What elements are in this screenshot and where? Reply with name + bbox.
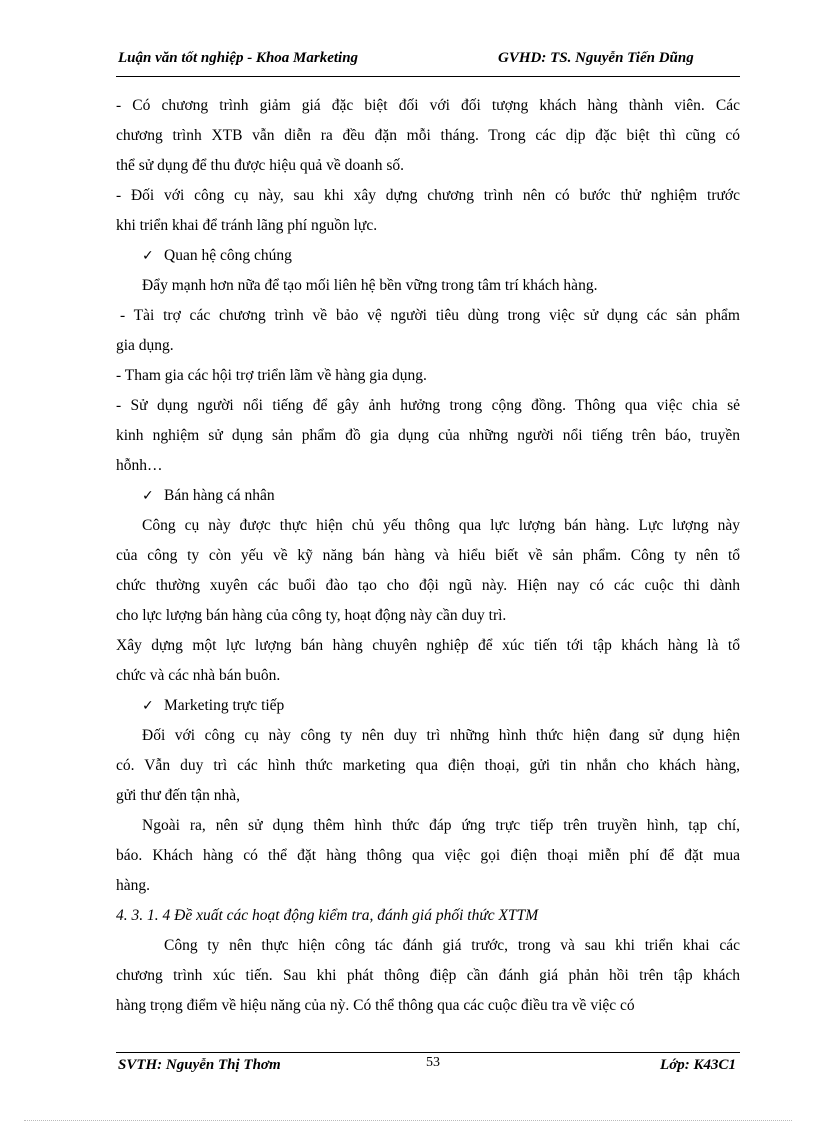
line-text: thể sử dụng để thu được hiệu quả về doanh số. xyxy=(116,157,405,174)
line-text: - Đối với công cụ này, sau khi xây dựng chương trình nên có bước thử nghiệm trước xyxy=(116,187,740,204)
paragraph-line xyxy=(116,125,740,155)
section-heading xyxy=(116,905,740,935)
line-text: hỗnh… xyxy=(116,457,163,474)
line-text: Marketing trực tiếp xyxy=(164,697,285,714)
line-text: Đối với công cụ này công ty nên duy trì những hình thức hiện đang sử dụng hiện xyxy=(142,727,740,744)
paragraph-line xyxy=(116,725,740,755)
line-text: khi triển khai để tránh lãng phí nguồn lực. xyxy=(116,217,378,234)
paragraph-line xyxy=(116,635,740,665)
line-text: gia dụng. xyxy=(116,337,174,354)
line-text: chức và các nhà bán buôn. xyxy=(116,667,281,684)
paragraph-line xyxy=(116,935,740,965)
paragraph-line xyxy=(116,815,740,845)
paragraph-line xyxy=(116,185,740,215)
page-bottom-border xyxy=(24,1120,792,1121)
line-text: - Có chương trình giảm giá đặc biệt đối với đối tượng khách hàng thành viên. Các xyxy=(116,97,740,114)
line-text: - Sử dụng người nổi tiếng để gây ảnh hưởng trong cộng đồng. Thông qua việc chia sẻ xyxy=(116,397,740,414)
page-footer xyxy=(116,1052,740,1079)
paragraph-line xyxy=(116,395,740,425)
paragraph-line xyxy=(116,425,740,455)
page-header xyxy=(116,50,740,77)
paragraph-line xyxy=(116,155,740,185)
paragraph-line xyxy=(116,365,740,395)
footer-class: Lớp: K43C1 xyxy=(660,1057,736,1073)
paragraph-line xyxy=(116,665,740,695)
paragraph-line xyxy=(116,575,740,605)
checkmark-icon: ✓ xyxy=(142,698,154,714)
paragraph-line xyxy=(116,755,740,785)
paragraph-line xyxy=(116,785,740,815)
header-advisor: GVHD: TS. Nguyễn Tiến Dũng xyxy=(498,50,694,66)
paragraph-line xyxy=(116,95,740,125)
paragraph-line xyxy=(116,995,740,1025)
line-text: hàng. xyxy=(116,877,151,894)
line-text: hàng trọng điểm về hiệu năng của nỳ. Có thể thông qua các cuộc điều tra về việc có xyxy=(116,997,635,1014)
paragraph-line xyxy=(116,605,740,635)
paragraph-line xyxy=(116,875,740,905)
line-text: chương trình XTB vẫn diễn ra đều đặn mỗi tháng. Trong các dịp đặc biệt thì cũng có xyxy=(116,127,740,144)
paragraph-line xyxy=(116,545,740,575)
line-text: Ngoài ra, nên sử dụng thêm hình thức đáp ứng trực tiếp trên truyền hình, tạp chí, xyxy=(142,817,740,834)
line-text: 4. 3. 1. 4 Đề xuất các hoạt động kiểm tra, đánh giá phối thức XTTM xyxy=(116,907,539,924)
line-text: Đẩy mạnh hơn nữa để tạo mối liên hệ bền vững trong tâm trí khách hàng. xyxy=(142,277,598,294)
paragraph-line xyxy=(116,845,740,875)
paragraph-line xyxy=(116,335,740,365)
footer-student: SVTH: Nguyễn Thị Thơm xyxy=(118,1057,281,1073)
line-text: của công ty còn yếu về kỹ năng bán hàng và hiểu biết về sản phẩm. Công ty nên tổ xyxy=(116,547,740,564)
document-body xyxy=(116,95,740,1025)
line-text: có. Vẫn duy trì các hình thức marketing qua điện thoại, gửi tin nhắn cho khách hàng, xyxy=(116,757,740,774)
paragraph-line xyxy=(116,275,740,305)
checklist-item xyxy=(116,485,740,515)
checkmark-icon: ✓ xyxy=(142,248,154,264)
paragraph-line xyxy=(116,965,740,995)
line-text: báo. Khách hàng có thể đặt hàng thông qua việc gọi điện thoại miễn phí để đặt mua xyxy=(116,847,740,864)
line-text: gửi thư đến tận nhà, xyxy=(116,787,240,804)
line-text: kinh nghiệm sử dụng sản phẩm đồ gia dụng của những người nổi tiếng trên báo, truyền xyxy=(116,427,740,444)
checklist-item xyxy=(116,245,740,275)
line-text: Bán hàng cá nhân xyxy=(164,487,275,504)
checkmark-icon: ✓ xyxy=(142,488,154,504)
paragraph-line xyxy=(116,515,740,545)
header-thesis-title: Luận văn tốt nghiệp - Khoa Marketing xyxy=(118,50,359,66)
page-number: 53 xyxy=(426,1055,440,1070)
line-text: Xây dựng một lực lượng bán hàng chuyên nghiệp để xúc tiến tới tập khách hàng là tổ xyxy=(116,637,740,654)
line-text: - Tham gia các hội trợ triển lãm về hàng gia dụng. xyxy=(116,367,427,384)
line-text: Quan hệ công chúng xyxy=(164,247,292,264)
line-text: cho lực lượng bán hàng của công ty, hoạt động này cần duy trì. xyxy=(116,607,507,624)
checklist-item xyxy=(116,695,740,725)
paragraph-line xyxy=(116,455,740,485)
line-text: chức thường xuyên các buổi đào tạo cho đội ngũ này. Hiện nay có các cuộc thi dành xyxy=(116,577,740,594)
line-text: chương trình xúc tiến. Sau khi phát thông điệp cần đánh giá phản hồi trên tập khách xyxy=(116,967,740,984)
paragraph-line xyxy=(116,215,740,245)
line-text: Công cụ này được thực hiện chủ yếu thông qua lực lượng bán hàng. Lực lượng này xyxy=(142,517,740,534)
paragraph-line xyxy=(116,305,740,335)
line-text: Công ty nên thực hiện công tác đánh giá trước, trong và sau khi triển khai các xyxy=(164,937,740,954)
line-text: - Tài trợ các chương trình về bảo vệ người tiêu dùng trong việc sử dụng các sản phẩm xyxy=(120,307,740,324)
